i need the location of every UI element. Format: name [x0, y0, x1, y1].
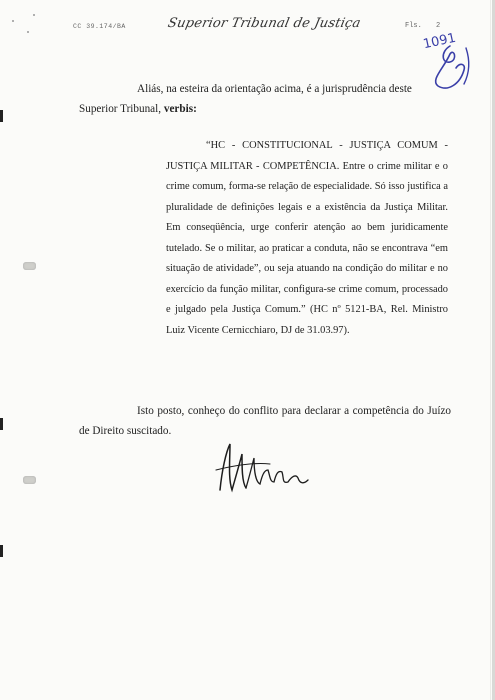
- court-name-header: Superior Tribunal de Justiça: [166, 16, 363, 31]
- scan-speck: [33, 14, 35, 16]
- folio-label: Fls.: [405, 22, 422, 30]
- intro-paragraph: [79, 79, 451, 119]
- conclusion-paragraph: [79, 401, 451, 441]
- margin-mark: [0, 110, 3, 122]
- scan-speck: [27, 31, 29, 33]
- scan-speck: [12, 20, 14, 22]
- handwritten-signature: [212, 440, 322, 500]
- handwritten-page-number: 1091: [421, 30, 458, 53]
- verbis-label: verbis:: [163, 103, 197, 115]
- process-code: CC 39.174/BA: [73, 23, 126, 30]
- conclusion-text: Isto posto, conheço do conflito para declarar a competência do Juízo de Direito suscitado.: [79, 405, 451, 437]
- margin-mark: [0, 418, 3, 430]
- margin-mark: [0, 545, 3, 557]
- binder-punch-hole: [23, 476, 36, 484]
- binder-punch-hole: [23, 262, 36, 270]
- intro-line-1: Aliás, na esteira da orientação acima, é a jurisprudência deste: [137, 83, 412, 95]
- jurisprudence-quote: [166, 136, 448, 341]
- intro-text: Superior Tribunal,: [79, 103, 164, 115]
- scan-edge-line: [490, 0, 491, 700]
- folio-number: 2: [436, 22, 441, 30]
- quote-text: “HC - CONSTITUCIONAL - JUSTIÇA COMUM - JUSTIÇA MILITAR - COMPETÊNCIA. Entre o crime militar e o crime comum, forma-se relação de especialidade. Só isso justifica a pluralidade de definições legais e a existência da Justiça Militar. Em conseqüência, urge conferir atenção ao bem juridicamente tutelado. Se o militar, ao praticar a conduta, não se encontrava “em situação de atividade”, ou seja atuando na condição do militar e no exercício da função militar, configura-se crime comum, processado e julgado pela Justiça Comum.” (HC nº 5121-BA, Rel. Ministro Luiz Vicente Cernicchiaro, DJ de 31.03.97).: [166, 140, 448, 336]
- intro-line-2: [79, 99, 451, 119]
